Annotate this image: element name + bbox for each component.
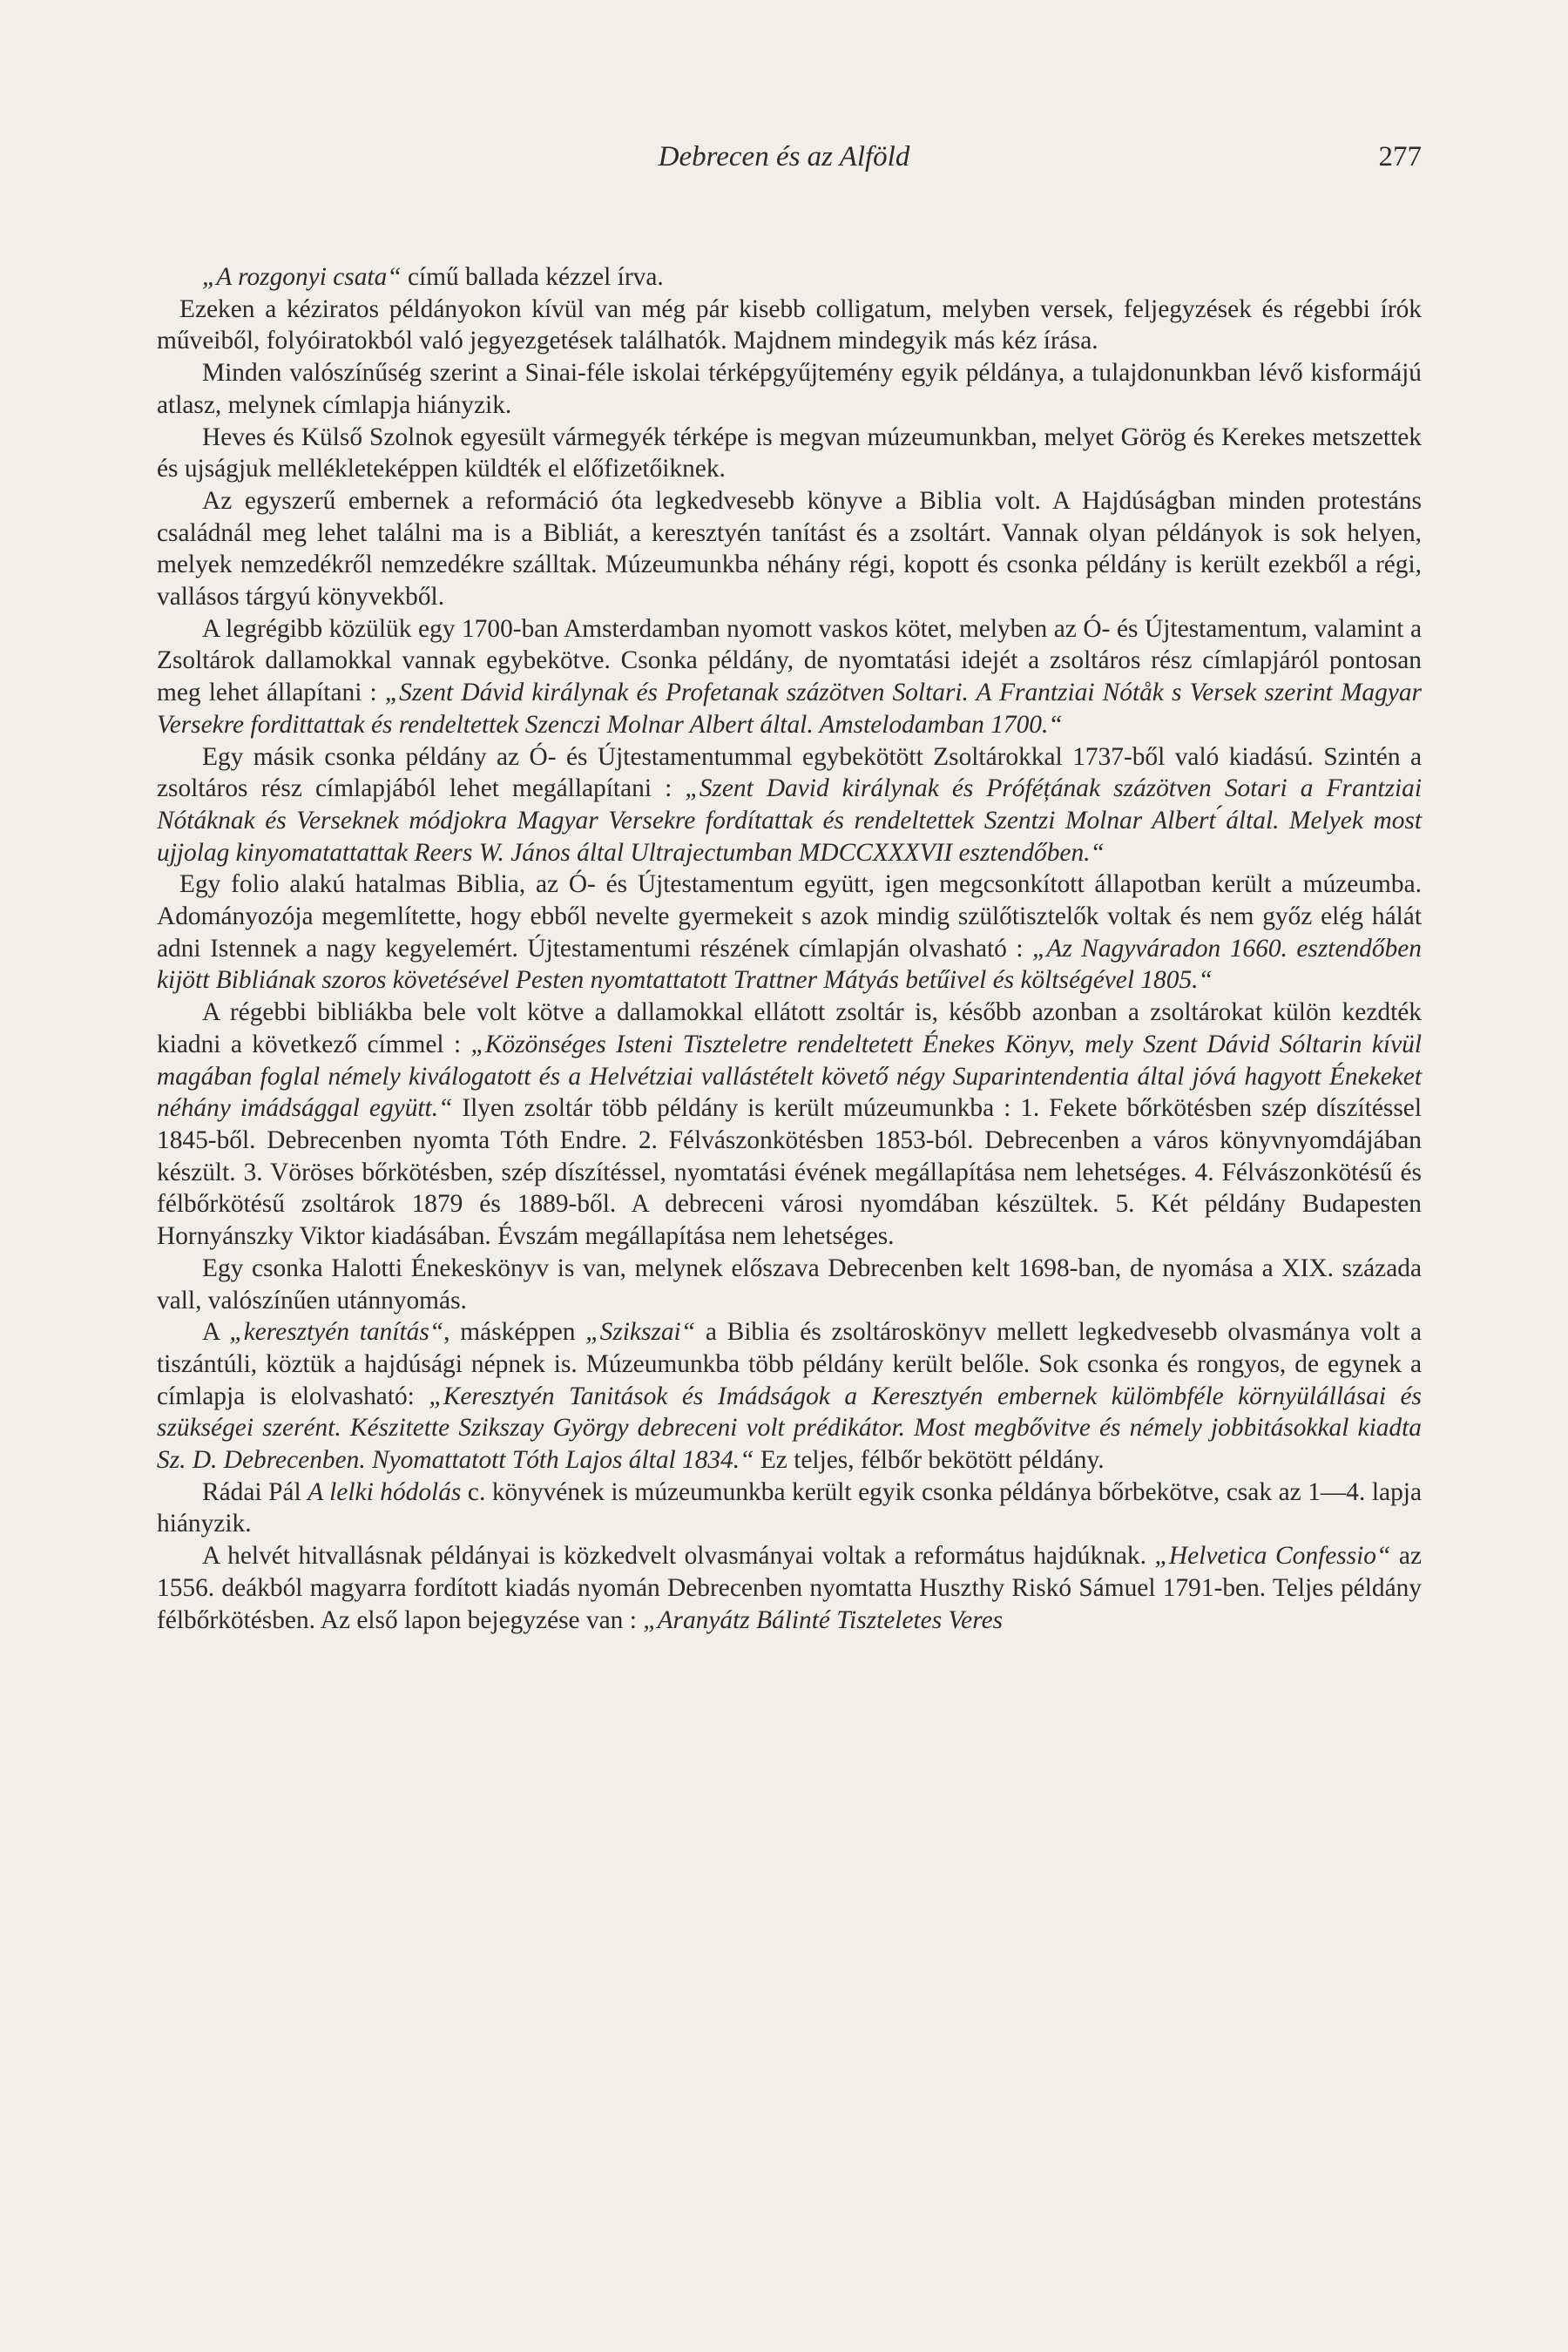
text-run: Ilyen zsoltár több példány is került múzeumunkba : 1. Fekete bőrkötésben szép díszítéssel 1845-ből. Debrecenben nyomta Tóth Endre. 2. Félvászonkötésben 1853-ból. Debrecenben a város könyvnyomdájában készült. 3. Vöröses bőrkötésben, szép díszítéssel, nyomtatási évének megállapítása nem lehetséges. 4. Félvászonkötésű és félbőrkötésű zsoltárok 1879 és 1889-ből. A debreceni városi nyomdában készültek. 5. Két példány Budapesten Hornyánszky Viktor kiadásában. Évszám megállapítása nem lehetséges.	[157, 1094, 1422, 1251]
paragraph	[157, 868, 1422, 997]
paragraph	[157, 1316, 1422, 1477]
italic-text: „Szikszai“	[585, 1318, 696, 1347]
text-run: Rádai Pál	[202, 1477, 308, 1506]
text-run: A régebbi bibliákba bele volt kötve a dallamokkal ellátott zsoltár is, később azonban a zsoltárokat külön kezdték kiadni a következő címmel :	[157, 998, 1422, 1058]
paragraph	[157, 997, 1422, 1253]
italic-text: „Közönséges Isteni Tiszteletre rendeltetett Énekes Könyv, mely Szent Dávid Sóltarin kívül magában foglal némely kiválogatott és a Helvétziai vallástételt követő négy Suparintendentia által jóvá hagyott Énekeket néhány imádsággal együtt.“	[157, 1030, 1422, 1123]
paragraph	[157, 1477, 1422, 1540]
text-run: , másképpen	[443, 1318, 586, 1347]
text-run: a Biblia és zsoltároskönyv mellett legkedvesebb olvasmánya volt a tiszántúli, köztük a hajdúsági népnek is. Múzeumunkba több példány került belőle. Sok csonka és rongyos, de egynek a címlapja is elolvasható:	[157, 1318, 1423, 1410]
page-number: 277	[1378, 141, 1422, 172]
text-run: Egy csonka Halotti Énekeskönyv is van, melynek előszava Debrecenben kelt 1698-ban, de nyomása a XIX. százada vall, valószínűen utánnyomás.	[157, 1254, 1422, 1315]
text-run: c. könyvének is múzeumunkba került egyik csonka példánya bőrbekötve, csak az 1—4. lapja hiányzik.	[157, 1477, 1422, 1538]
text-run: A helvét hitvallásnak példányai is közkedvelt olvasmányai voltak a református hajdúknak.	[202, 1542, 1155, 1571]
text-run: Heves és Külső Szolnok egyesült vármegyék térképe is megvan múzeumunkban, melyet Görög és Kerekes metszettek és ujságjuk mellékleteképpen küldték el előfizetőiknek.	[157, 422, 1422, 483]
body-text	[157, 261, 1422, 1636]
paragraph	[157, 1253, 1422, 1316]
italic-text: A lelki hódolás	[308, 1477, 462, 1506]
paragraph	[157, 261, 1422, 294]
text-run: Ezeken a kéziratos példányokon kívül van még pár kisebb colligatum, melyben versek, feljegyzések és régebbi írók műveiből, folyóiratokból való jegyezgetések találhatók. Majdnem mindegyik más kéz írása.	[157, 294, 1422, 355]
text-run: Minden valószínűség szerint a Sinai-féle iskolai térképgyűjtemény egyik példánya, a tulajdonunkban lévő kisformájú atlasz, melynek címlapja hiányzik.	[157, 359, 1422, 419]
italic-text: „Aranyátz Bálinté Tiszteletes Veres	[643, 1605, 1004, 1634]
text-run: című ballada kézzel írva.	[401, 263, 664, 291]
italic-text: „Keresztyén Tanitások és Imádságok a Keresztyén embernek külömbféle környülállásai és szükségei szerént. Készitette Szikszay György debreceni volt prédikátor. Most megbővitve és némely jobbitásokkal kiadta Sz. D. Debrecenben. Nyomattatott Tóth Lajos által 1834.“	[157, 1382, 1422, 1475]
paragraph	[157, 613, 1422, 741]
paragraph	[157, 741, 1422, 869]
paragraph	[157, 422, 1422, 485]
italic-text: „Szent David királynak és Próféțának százötven Sotari a Frantziai Nótáknak és Verseknek módjokra Magyar Versekre fordítattak és rendeltettek Szentzi Molnar Albert ́által. Melyek most ujjolag kinyomatattattak Reers W. János által Ultrajectumban MDCCXXXVII esztendőben.“	[157, 774, 1422, 867]
italic-text: „A rozgonyi csata“	[202, 263, 402, 291]
paragraph	[157, 294, 1422, 357]
text-run: Egy folio alakú hatalmas Biblia, az Ó- és Újtestamentum együtt, igen megcsonkított állapotban került a múzeumba. Adományozója megemlítette, hogy ebből nevelte gyermekeit s azok mindig szülőtisztelők voltak és nem győz elég hálát adni Istennek a nagy kegyelemért. Újtestamentumi részének címlapján olvasható :	[157, 870, 1422, 963]
page-header	[0, 138, 1568, 190]
text-run: A legrégibb közülük egy 1700-ban Amsterdamban nyomott vaskos kötet, melyben az Ó- és Újtestamentum, valamint a Zsoltárok dallamokkal vannak egybekötve. Csonka példány, de nyomtatási idejét a zsoltáros rész címlapjáról pontosan meg lehet állapítani :	[157, 614, 1422, 707]
paragraph	[157, 1540, 1422, 1636]
italic-text: „Az Nagyváradon 1660. esztendőben kijött Bibliának szoros követésével Pesten nyomtattatott Trattner Mátyás betűivel és költségével 1805.“	[157, 934, 1423, 995]
text-run: Egy másik csonka példány az Ó- és Újtestamentummal egybekötött Zsoltárokkal 1737-ből való kiadású. Szintén a zsoltáros rész címlapjából lehet megállapítani :	[157, 742, 1422, 803]
text-run: A	[202, 1318, 230, 1347]
text-run: Az egyszerű embernek a reformáció óta legkedvesebb könyve a Biblia volt. A Hajdúságban minden protestáns családnál meg lehet találni ma is a Bibliát, a keresztyén tanítást és a zsoltárt. Vannak olyan példányok is sok helyen, melyek nemzedékről nemzedékre szálltak. Múzeumunkba néhány régi, kopott és csonka példány is került ezekből a régi, vallásos tárgyú könyvekből.	[157, 486, 1422, 612]
text-run: Ez teljes, félbőr bekötött példány.	[754, 1446, 1105, 1475]
text-run: az 1556. deákból magyarra fordított kiadás nyomán Debrecenben nyomtatta Huszthy Riskó Sámuel 1791-ben. Teljes példány félbőrkötésben. Az első lapon bejegyzése van :	[157, 1542, 1422, 1634]
paragraph	[157, 485, 1422, 613]
paragraph	[157, 357, 1422, 421]
running-head: Debrecen és az Alföld	[658, 141, 910, 172]
italic-text: „Szent Dávid királynak és Profetanak százötven Soltari. A Frantziai Nótåk s Versek szerint Magyar Versekre fordittattak és rendeltettek Szenczi Molnar Albert által. Amstelodamban 1700.“	[157, 679, 1422, 739]
italic-text: „keresztyén tanítás“	[229, 1318, 444, 1347]
italic-text: „Helvetica Confessio“	[1154, 1542, 1391, 1571]
